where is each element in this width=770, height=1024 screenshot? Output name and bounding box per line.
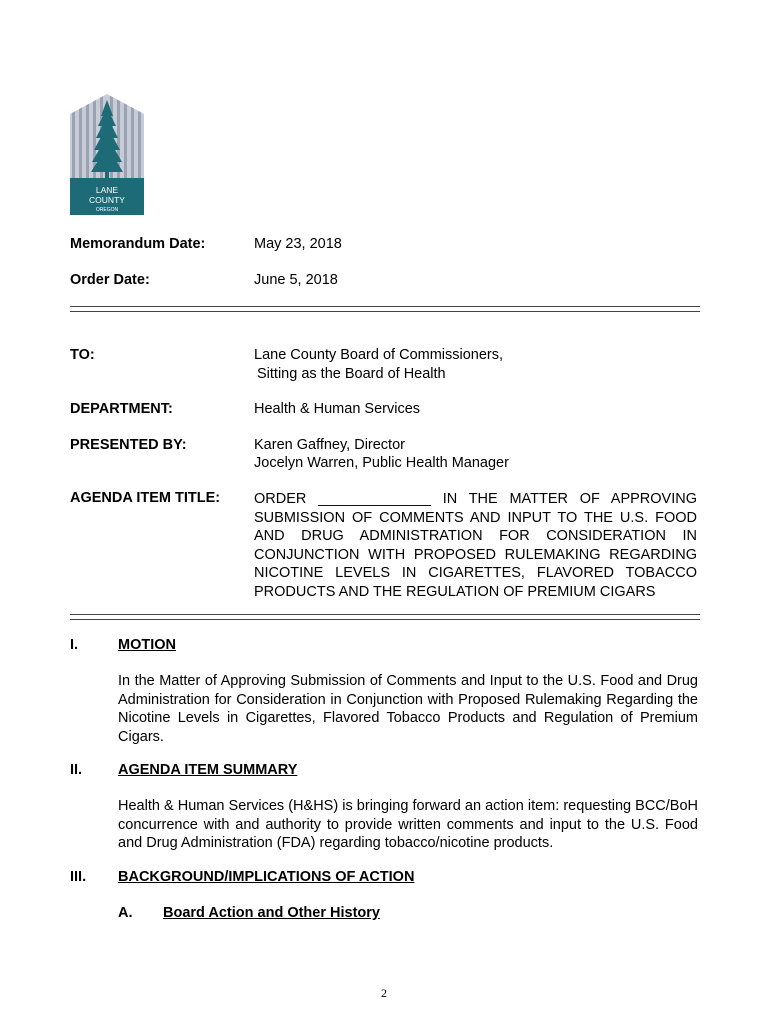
to-line-2: Sitting as the Board of Health [257,366,446,382]
agenda-title-line: NICOTINE LEVELS IN CIGARETTES, FLAVORED TOBACCO [254,565,697,581]
subsection-number-a: A. [118,905,133,921]
divider-bottom [70,614,700,620]
agenda-title-line: CONJUNCTION WITH PROPOSED RULEMAKING REGARDING [254,546,697,563]
agenda-title-text [254,490,697,601]
department-value: Health & Human Services [254,401,421,417]
section-number-summary: II. [70,762,83,778]
subsection-title-a: Board Action and Other History [163,905,380,921]
agenda-title-line: ORDER ______________ IN THE MATTER OF APPROVING [254,491,697,507]
section-title-motion: MOTION [118,637,176,653]
agenda-title-line: SUBMISSION OF COMMENTS AND INPUT TO THE U.S. FOOD [254,509,697,526]
section-title-summary: AGENDA ITEM SUMMARY [118,762,298,778]
presented-by-label: PRESENTED BY: [70,437,187,453]
section-number-background: III. [70,869,87,885]
logo-line-1: LANE [95,185,119,195]
section-title-background: BACKGROUND/IMPLICATIONS OF ACTION [118,869,415,885]
agenda-title-line: PRODUCTS AND THE REGULATION OF PREMIUM CIGARS [254,583,656,600]
page-number: 2 [381,986,387,1000]
department-label: DEPARTMENT: [70,401,173,417]
logo-line-3: OREGON [95,207,119,213]
order-date-label: Order Date: [70,272,150,288]
memo-date-value: May 23, 2018 [254,236,342,252]
lane-county-logo [70,94,144,215]
section-number-motion: I. [70,637,79,653]
presented-by-line-1: Karen Gaffney, Director [254,437,405,453]
agenda-title-label: AGENDA ITEM TITLE: [70,490,221,506]
motion-text: In the Matter of Approving Submission of Comments and Input to the U.S. Food and Drug Administration for Consideration in Conjunction with Proposed Rulemaking Regarding the Nicotine Levels in Cigarettes, Flavored Tobacco Products and Regulation of Premium Cigars. [118,673,698,745]
presented-by-line-2: Jocelyn Warren, Public Health Manager [254,455,509,471]
divider-top [70,306,700,312]
order-date-value: June 5, 2018 [254,272,338,288]
agenda-title-line: AND DRUG ADMINISTRATION FOR CONSIDERATION IN [254,528,697,544]
summary-text: Health & Human Services (H&HS) is bringing forward an action item: requesting BCC/BoH concurrence with and authority to provide written comments and input to the U.S. Food and Drug Administration (FDA) regarding tobacco/nicotine products. [118,798,698,851]
logo-line-2: COUNTY [89,195,125,205]
to-label: TO: [70,347,95,363]
to-line-1: Lane County Board of Commissioners, [254,347,504,363]
memo-date-label: Memorandum Date: [70,236,206,252]
